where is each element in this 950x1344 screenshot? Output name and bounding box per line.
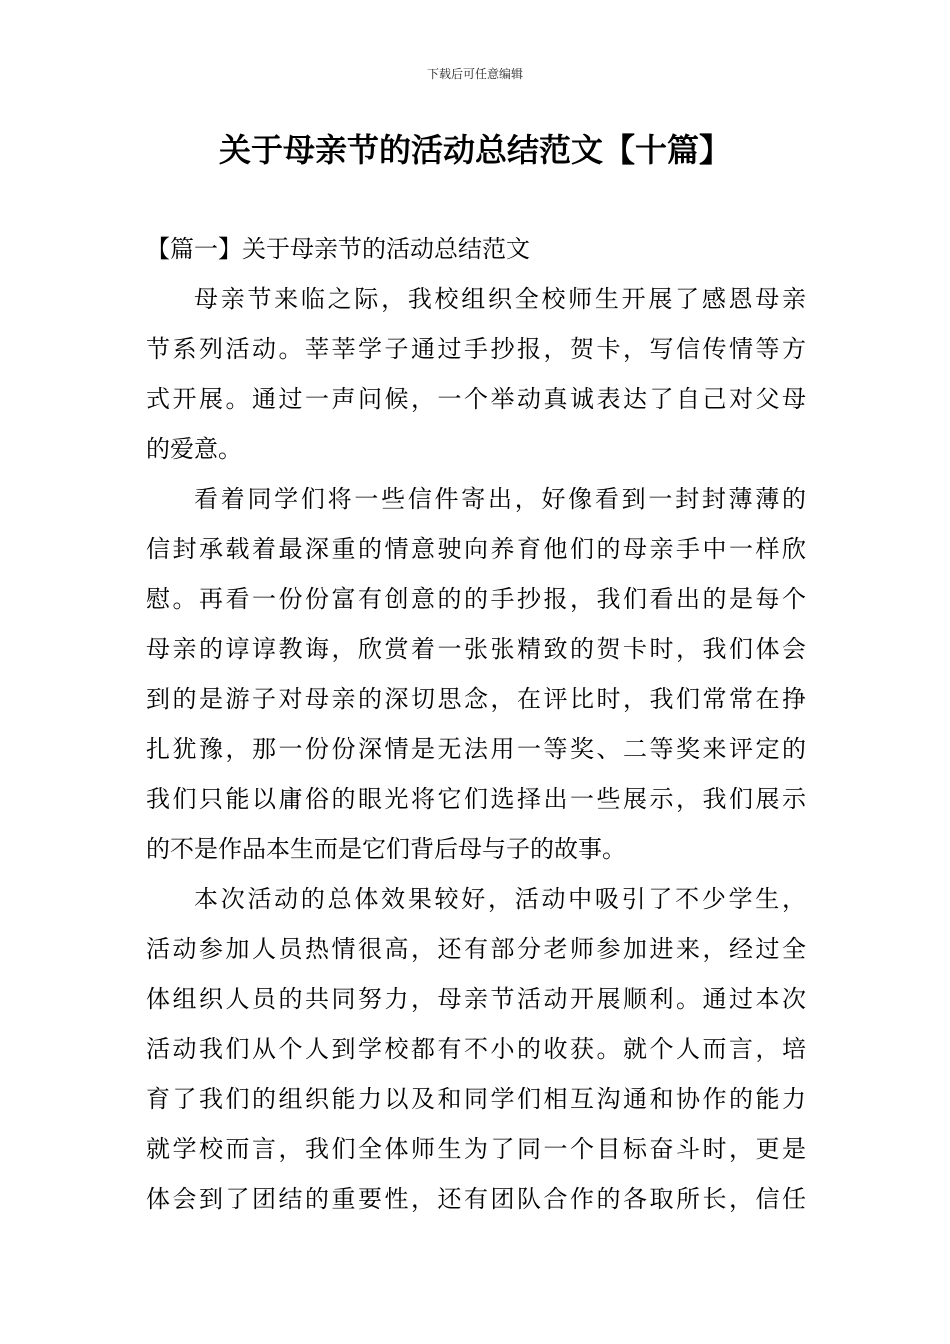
paragraph-line: 信封承载着最深重的情意驶向养育他们的母亲手中一样欣 [146, 535, 806, 563]
paragraph-line: 育了我们的组织能力以及和同学们相互沟通和协作的能力 [146, 1085, 806, 1113]
document-body [146, 224, 806, 1224]
header-note: 下载后可任意编辑 [426, 67, 523, 81]
paragraph-2 [146, 474, 806, 874]
paragraph-line: 的爱意。 [146, 435, 242, 463]
paragraph-line: 母亲的谆谆教诲，欣赏着一张张精致的贺卡时，我们体会 [146, 635, 806, 663]
paragraph-line: 体会到了团结的重要性，还有团队合作的各取所长，信任 [146, 1185, 806, 1213]
paragraph-line: 慰。再看一份份富有创意的的手抄报，我们看出的是每个 [146, 585, 806, 613]
paragraph-line: 就学校而言，我们全体师生为了同一个目标奋斗时，更是 [146, 1135, 806, 1163]
paragraph-line: 式开展。通过一声问候，一个举动真诚表达了自己对父母 [146, 385, 806, 413]
paragraph-line: 的不是作品本生而是它们背后母与子的故事。 [146, 835, 626, 863]
paragraph-line: 到的是游子对母亲的深切思念，在评比时，我们常常在挣 [146, 685, 806, 713]
paragraph-line: 母亲节来临之际，我校组织全校师生开展了感恩母亲 [194, 285, 806, 313]
paragraph-line: 看着同学们将一些信件寄出，好像看到一封封薄薄的 [194, 485, 806, 513]
paragraph-line: 活动我们从个人到学校都有不小的收获。就个人而言，培 [146, 1035, 806, 1063]
paragraph-line: 本次活动的总体效果较好，活动中吸引了不少学生， [194, 885, 806, 913]
paragraph-line: 体组织人员的共同努力，母亲节活动开展顺利。通过本次 [146, 985, 806, 1013]
paragraph-line: 节系列活动。莘莘学子通过手抄报，贺卡，写信传情等方 [146, 335, 806, 363]
paragraph-line: 我们只能以庸俗的眼光将它们选择出一些展示，我们展示 [146, 785, 806, 813]
paragraph-line: 活动参加人员热情很高，还有部分老师参加进来，经过全 [146, 935, 806, 963]
section-heading: 【篇一】关于母亲节的活动总结范文 [146, 235, 530, 263]
paragraph-3 [146, 874, 806, 1224]
paragraph-line: 扎犹豫，那一份份深情是无法用一等奖、二等奖来评定的 [146, 735, 806, 763]
document-title: 关于母亲节的活动总结范文【十篇】 [218, 131, 731, 169]
paragraph-1 [146, 274, 806, 474]
